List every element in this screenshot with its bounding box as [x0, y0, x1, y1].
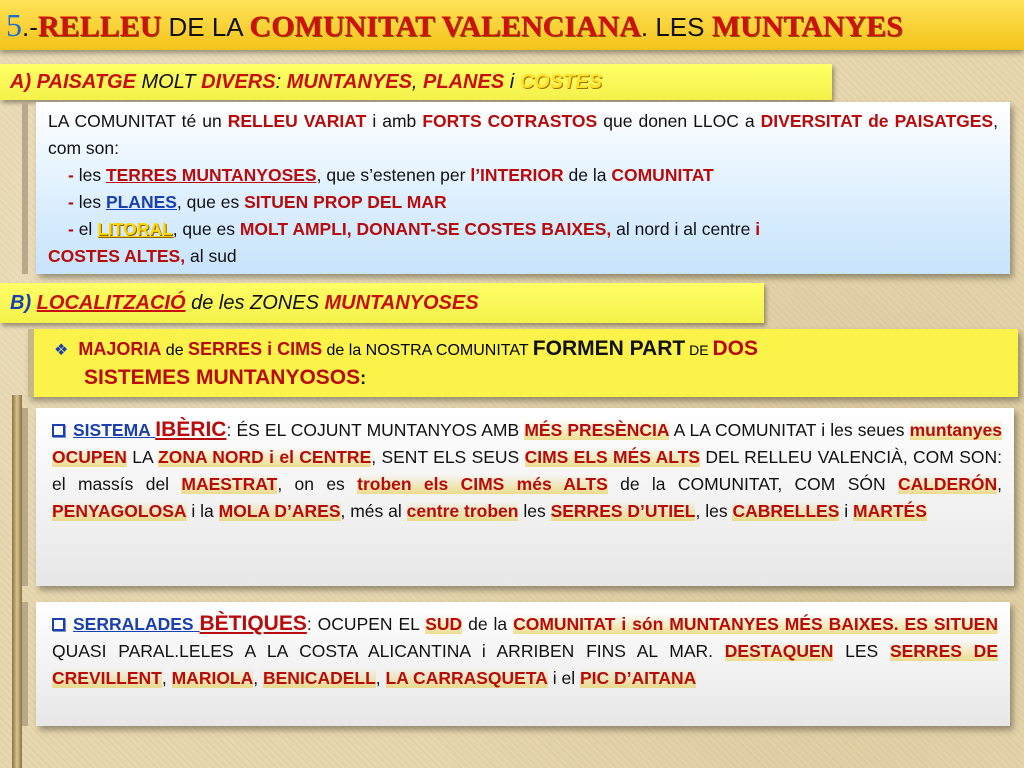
box-c-text: les: [518, 501, 551, 521]
section-a-heading: [0, 64, 832, 100]
box-sistema-iberic: [36, 408, 1014, 586]
box-b-dos: DOS: [712, 337, 758, 360]
box-a-diversitat: DIVERSITAT de PAISATGES: [760, 111, 994, 131]
section-a-muntanyes: MUNTANYES: [286, 71, 412, 93]
box-c-iberic: IBÈRIC: [155, 418, 227, 441]
box-b-majoria: MAJORIA: [78, 339, 162, 359]
dash-icon: -: [68, 192, 79, 212]
section-a-costes: COSTES: [519, 71, 602, 93]
box-a-situen-prop-mar: SITUEN PROP DEL MAR: [244, 192, 447, 212]
box-d-text: ,: [253, 668, 263, 688]
box-d-sud: SUD: [425, 614, 463, 634]
section-a-comma: ,: [411, 71, 424, 93]
box-c-cims-alts: CIMS ELS MÉS ALTS: [524, 447, 701, 467]
title-number: 5: [6, 7, 22, 43]
box-a-text: que donen LLOC a: [597, 111, 761, 131]
box-c-cabrelles: CABRELLES: [732, 501, 840, 521]
box-a-relleu-variat: RELLEU VARIAT: [227, 111, 367, 131]
title-de-la: DE LA: [161, 12, 250, 42]
box-a-text: , que s’estenen per: [316, 165, 471, 185]
box-d-text: ,: [161, 668, 172, 688]
box-b-line2: [54, 364, 1008, 392]
box-c-text: de la COMUNITAT, COM SÓN: [607, 474, 898, 494]
box-c-muntanyes-ocupen: muntanyes OCUPEN: [52, 420, 1002, 467]
box-d-carrasqueta: LA CARRASQUETA: [385, 668, 548, 688]
box-c-mola-ares: MOLA D’ARES: [218, 501, 341, 521]
box-d-text: i el: [547, 668, 580, 688]
square-bullet-icon: [52, 618, 65, 631]
box-a-text: el: [78, 219, 98, 239]
box-d-destaquen: DESTAQUEN: [724, 641, 834, 661]
title-sep: .-: [22, 12, 38, 42]
box-c-text: i: [839, 501, 854, 521]
box-d-benicadell: BENICADELL: [263, 668, 376, 688]
box-a-item-litoral: [48, 216, 998, 243]
title-les: . LES: [640, 12, 712, 42]
box-d-text: QUASI PARAL.LELES A LA COSTA ALICANTINA i ARRIBEN FINS AL MAR.: [52, 641, 725, 661]
title-word-relleu: RELLEU: [37, 10, 162, 43]
box-d-text: de la: [462, 614, 514, 634]
box-c-side-line: [22, 408, 28, 586]
box-a-terres-muntanyoses: TERRES MUNTANYOSES: [105, 165, 317, 185]
box-b-text: de: [161, 342, 189, 359]
square-bullet-icon: [52, 424, 65, 437]
box-c-text: LA: [126, 447, 159, 467]
box-c-serres-utiel: SERRES D’UTIEL: [550, 501, 696, 521]
box-c-text: ,: [997, 474, 1002, 494]
section-a-text: MOLT: [135, 71, 202, 93]
box-b-text: de la NOSTRA COMUNITAT: [322, 342, 533, 359]
box-d-crevillent: SERRES DE CREVILLENT: [52, 641, 998, 688]
box-relleu-variat: [36, 102, 1010, 274]
box-c-text: , més al: [340, 501, 407, 521]
section-a-planes: PLANES: [423, 71, 505, 93]
box-d-comunitat-baixes: COMUNITAT i són MUNTANYES MÉS BAIXES. ES SITUEN: [513, 614, 998, 634]
box-a-litoral: LITORAL: [97, 219, 173, 239]
left-decor-bar: [12, 395, 22, 768]
box-a-text: al sud: [185, 246, 237, 266]
box-c-text: , SENT ELS SEUS: [371, 447, 525, 467]
box-a-side-line: [22, 102, 28, 274]
box-d-serralades: SERRALADES: [73, 614, 200, 634]
box-a-text: les: [78, 165, 106, 185]
dash-icon: -: [68, 165, 79, 185]
box-dos-sistemes: [28, 329, 1018, 397]
box-c-text: : ÉS EL COJUNT MUNTANYOS AMB: [226, 420, 525, 440]
section-a-divers: DIVERS: [201, 71, 276, 93]
section-b-text: de les ZONES: [185, 292, 325, 314]
box-c-text: , on es: [277, 474, 358, 494]
section-a-colon: :: [275, 71, 287, 93]
box-a-text: i amb: [366, 111, 423, 131]
box-c-centre-troben: centre troben: [406, 501, 519, 521]
box-c-text: DEL RELLEU VALENCIÀ, COM SON: el massís del: [52, 447, 1002, 494]
box-c-martes: MARTÉS: [853, 501, 927, 521]
box-c-mes-presencia: MÉS PRESÈNCIA: [524, 420, 670, 440]
title-comunitat: COMUNITAT VALENCIANA: [249, 10, 641, 43]
box-d-text: LES: [833, 641, 890, 661]
box-a-text: les: [78, 192, 106, 212]
box-b-colon: :: [360, 368, 367, 388]
box-a-molt-ampli: MOLT AMPLI, DONANT-SE COSTES BAIXES,: [239, 219, 612, 239]
box-a-text: , que es: [172, 219, 240, 239]
box-c-penyagolosa: PENYAGOLOSA: [52, 501, 187, 521]
box-a-text: LA COMUNITAT té un: [48, 111, 228, 131]
box-c-zona-nord: ZONA NORD i el CENTRE: [158, 447, 372, 467]
box-a-i: i: [755, 219, 761, 239]
box-d-text: : OCUPEN EL: [306, 614, 426, 634]
box-d-aitana: PIC D’AITANA: [579, 668, 697, 688]
box-a-costes-altes: COSTES ALTES,: [48, 246, 186, 266]
box-a-comunitat: COMUNITAT: [611, 165, 714, 185]
diamond-bullet-icon: ❖: [54, 342, 69, 359]
box-a-forts-contrastos: FORTS COTRASTOS: [422, 111, 598, 131]
box-a-text: al nord i al centre: [611, 219, 756, 239]
dash-icon: -: [68, 219, 79, 239]
section-a-label: A) PAISATGE: [10, 71, 136, 93]
box-a-text: , que es: [176, 192, 245, 212]
box-c-text: i la: [186, 501, 219, 521]
box-a-planes: PLANES: [105, 192, 177, 212]
box-d-betiques: BÈTIQUES: [199, 612, 307, 635]
box-a-item-planes: [48, 189, 998, 216]
box-b-sistemes: SISTEMES MUNTANYOSOS: [84, 366, 361, 389]
title-muntanyes: MUNTANYES: [711, 10, 903, 43]
box-serralades-betiques: [36, 602, 1010, 726]
box-c-sistema: SISTEMA: [73, 420, 156, 440]
box-d-text: ,: [375, 668, 386, 688]
box-d-side-line: [22, 602, 28, 726]
box-c-text: , les: [695, 501, 733, 521]
box-a-text: , com son:: [48, 111, 998, 158]
section-b-muntanyoses: MUNTANYOSES: [324, 292, 479, 314]
box-a-text: de la: [563, 165, 612, 185]
section-b-label: B): [10, 292, 37, 314]
box-a-interior: l’INTERIOR: [470, 165, 564, 185]
section-b-localitzacio: LOCALITZACIÓ: [36, 292, 186, 314]
box-c-troben-cims: troben els CIMS més ALTS: [357, 474, 608, 494]
section-b-heading: [0, 283, 764, 323]
box-c-text: A LA COMUNITAT i les seues: [669, 420, 910, 440]
box-b-de: DE: [685, 342, 713, 358]
section-a-i: i: [504, 71, 520, 93]
slide-title: [0, 0, 1024, 50]
box-b-serres-cims: SERRES i CIMS: [188, 339, 323, 359]
box-c-calderon: CALDERÓN: [897, 474, 998, 494]
box-a-item-terres: [48, 162, 998, 189]
box-b-formen-part: FORMEN PART: [532, 337, 686, 360]
box-c-maestrat: MAESTRAT: [181, 474, 278, 494]
box-d-mariola: MARIOLA: [171, 668, 254, 688]
